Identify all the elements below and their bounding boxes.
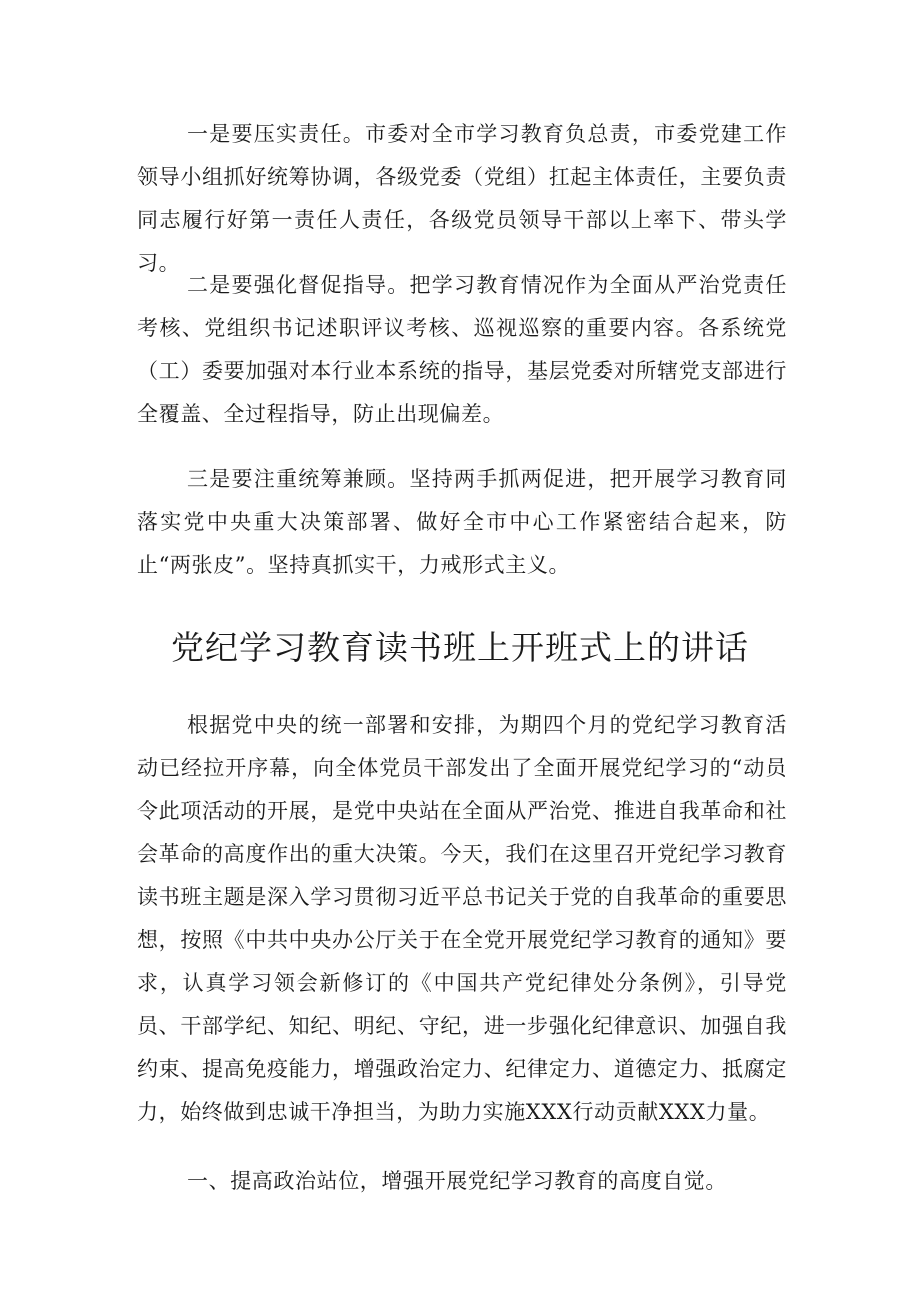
paragraph-supervision: 二是要强化督促指导。把学习教育情况作为全面从严治党责任考核、党组织书记述职评议考核、巡视巡察的重要内容。各系统党（工）委要加强对本行业本系统的指导，基层党委对所辖党支部进行全覆盖、全过程指导，防止出现偏差。 (137, 273, 787, 426)
paragraph-coordination: 三是要注重统筹兼顾。坚持两手抓两促进，把开展学习教育同落实党中央重大决策部署、做好全市中心工作紧密结合起来，防止“两张皮”。坚持真抓实干，力戒形式主义。 (137, 467, 787, 577)
paragraph-introduction: 根据党中央的统一部署和安排，为期四个月的党纪学习教育活动已经拉开序幕，向全体党员干部发出了全面开展党纪学习的“动员令此项活动的开展，是党中央站在全面从严治党、推进自我革命和社会革命的高度作出的重大决策。今天，我们在这里召开党纪学习教育读书班主题是深入学习贯彻习近平总书记关于党的自我革命的重要思想，按照《中共中央办公厅关于在全党开展党纪学习教育的通知》要求，认真学习领会新修订的《中国共产党纪律处分条例》，引导党员、干部学纪、知纪、明纪、守纪，进一步强化纪律意识、加强自我约束、提高免疫能力，增强政治定力、纪律定力、道德定力、抵腐定力，始终做到忠诚干净担当，为助力实施XXX行动贡献XXX力量。 (137, 713, 787, 1124)
paragraph-responsibility: 一是要压实责任。市委对全市学习教育负总责，市委党建工作领导小组抓好统筹协调，各级党委（党组）扛起主体责任，主要负责同志履行好第一责任人责任，各级党员领导干部以上率下、带头学习。 (137, 122, 787, 275)
section-heading-one: 一、提高政治站位，增强开展党纪学习教育的高度自觉。 (187, 1169, 727, 1193)
speech-title: 党纪学习教育读书班上开班式上的讲话 (171, 628, 749, 667)
